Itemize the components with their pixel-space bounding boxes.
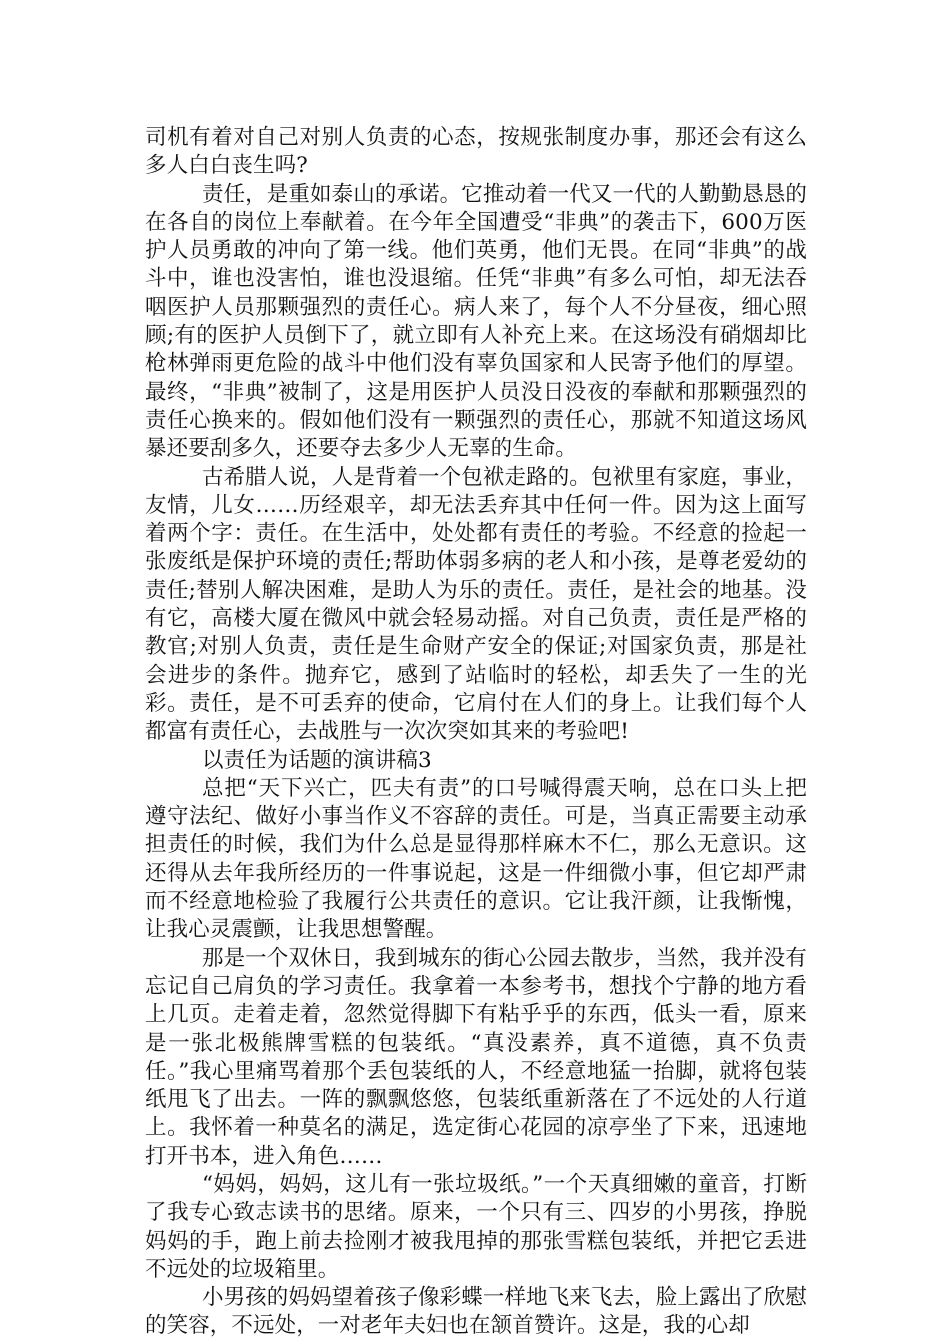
document-body bbox=[145, 124, 807, 1341]
paragraph-mother-smile: 小男孩的妈妈望着孩子像彩蝶一样地飞来飞去，脸上露出了欣慰的笑容，不远处，一对老年夫妇也在颔首赞许。这是，我的心却 bbox=[145, 1285, 807, 1339]
paragraph-child-voice: “妈妈，妈妈，这儿有一张垃圾纸。”一个天真细嫩的童音，打断了我专心致志读书的思绪。原来，一个只有三、四岁的小男孩，挣脱妈妈的手，跑上前去捡刚才被我甩掉的那张雪糕包装纸，并把它丢进不远处的垃圾箱里。 bbox=[145, 1171, 807, 1282]
paragraph-ancient-greek: 古希腊人说，人是背着一个包袱走路的。包袱里有家庭，事业，友情，儿女……历经艰辛，却无法丢弃其中任何一件。因为这上面写着两个字：责任。在生活中，处处都有责任的考验。不经意的捡起一张废纸是保护环境的责任;帮助体弱多病的老人和小孩，是尊老爱幼的责任;替别人解决困难，是助人为乐的责任。责任，是社会的地基。没有它，高楼大厦在微风中就会轻易动摇。对自己负责，责任是严格的教官;对别人负责，责任是生命财产安全的保证;对国家负责，那是社会进步的条件。抛弃它，感到了站临时的轻松，却丢失了一生的光彩。责任，是不可丢弃的使命，它肩付在人们的身上。让我们每个人都富有责任心，去战胜与一次次突如其来的考验吧! bbox=[145, 464, 807, 745]
section-heading: 以责任为话题的演讲稿3 bbox=[201, 747, 432, 773]
paragraph-weekend-park: 那是一个双休日，我到城东的街心公园去散步，当然，我并没有忘记自己肩负的学习责任。我拿着一本参考书，想找个宁静的地方看上几页。走着走着，忽然觉得脚下有粘乎乎的东西，低头一看，原来是一张北极熊牌雪糕的包装纸。“真没素养，真不道德，真不负责任。”我心里痛骂着那个丢包装纸的人，不经意地猛一抬脚，就将包装纸甩飞了出去。一阵的飘飘悠悠，包装纸重新落在了不远处的人行道上。我怀着一种莫名的满足，选定街心花园的凉亭坐了下来，迅速地打开书本，进入角色…… bbox=[145, 945, 807, 1169]
paragraph-slogan: 总把“天下兴亡，匹夫有责”的口号喊得震天响，总在口头上把遵守法纪、做好小事当作义不容辞的责任。可是，当真正需要主动承担责任的时候，我们为什么总是显得那样麻木不仁，那么无意识。这还得从去年我所经历的一件事说起，这是一件细微小事，但它却严肃而不经意地检验了我履行公共责任的意识。它让我汗颜，让我惭愧，让我心灵震颤，让我思想警醒。 bbox=[145, 775, 807, 943]
paragraph-continuation: 司机有着对自己对别人负责的心态，按规张制度办事，那还会有这么多人白白丧生吗? bbox=[145, 125, 807, 179]
paragraph-responsibility-sars: 责任，是重如泰山的承诺。它推动着一代又一代的人勤勤恳恳的在各自的岗位上奉献着。在今年全国遭受“非典”的袭击下，600万医护人员勇敢的冲向了第一线。他们英勇，他们无畏。在同“非典”的战斗中，谁也没害怕，谁也没退缩。任凭“非典”有多么可怕，却无法吞咽医护人员那颗强烈的责任心。病人来了，每个人不分昼夜，细心照顾;有的医护人员倒下了，就立即有人补充上来。在这场没有硝烟却比枪林弹雨更危险的战斗中他们没有辜负国家和人民寄予他们的厚望。最终，“非典”被制了，这是用医护人员没日没夜的奉献和那颗强烈的责任心换来的。假如他们没有一颗强烈的责任心，那就不知道这场风暴还要刮多久，还要夺去多少人无辜的生命。 bbox=[145, 181, 807, 462]
